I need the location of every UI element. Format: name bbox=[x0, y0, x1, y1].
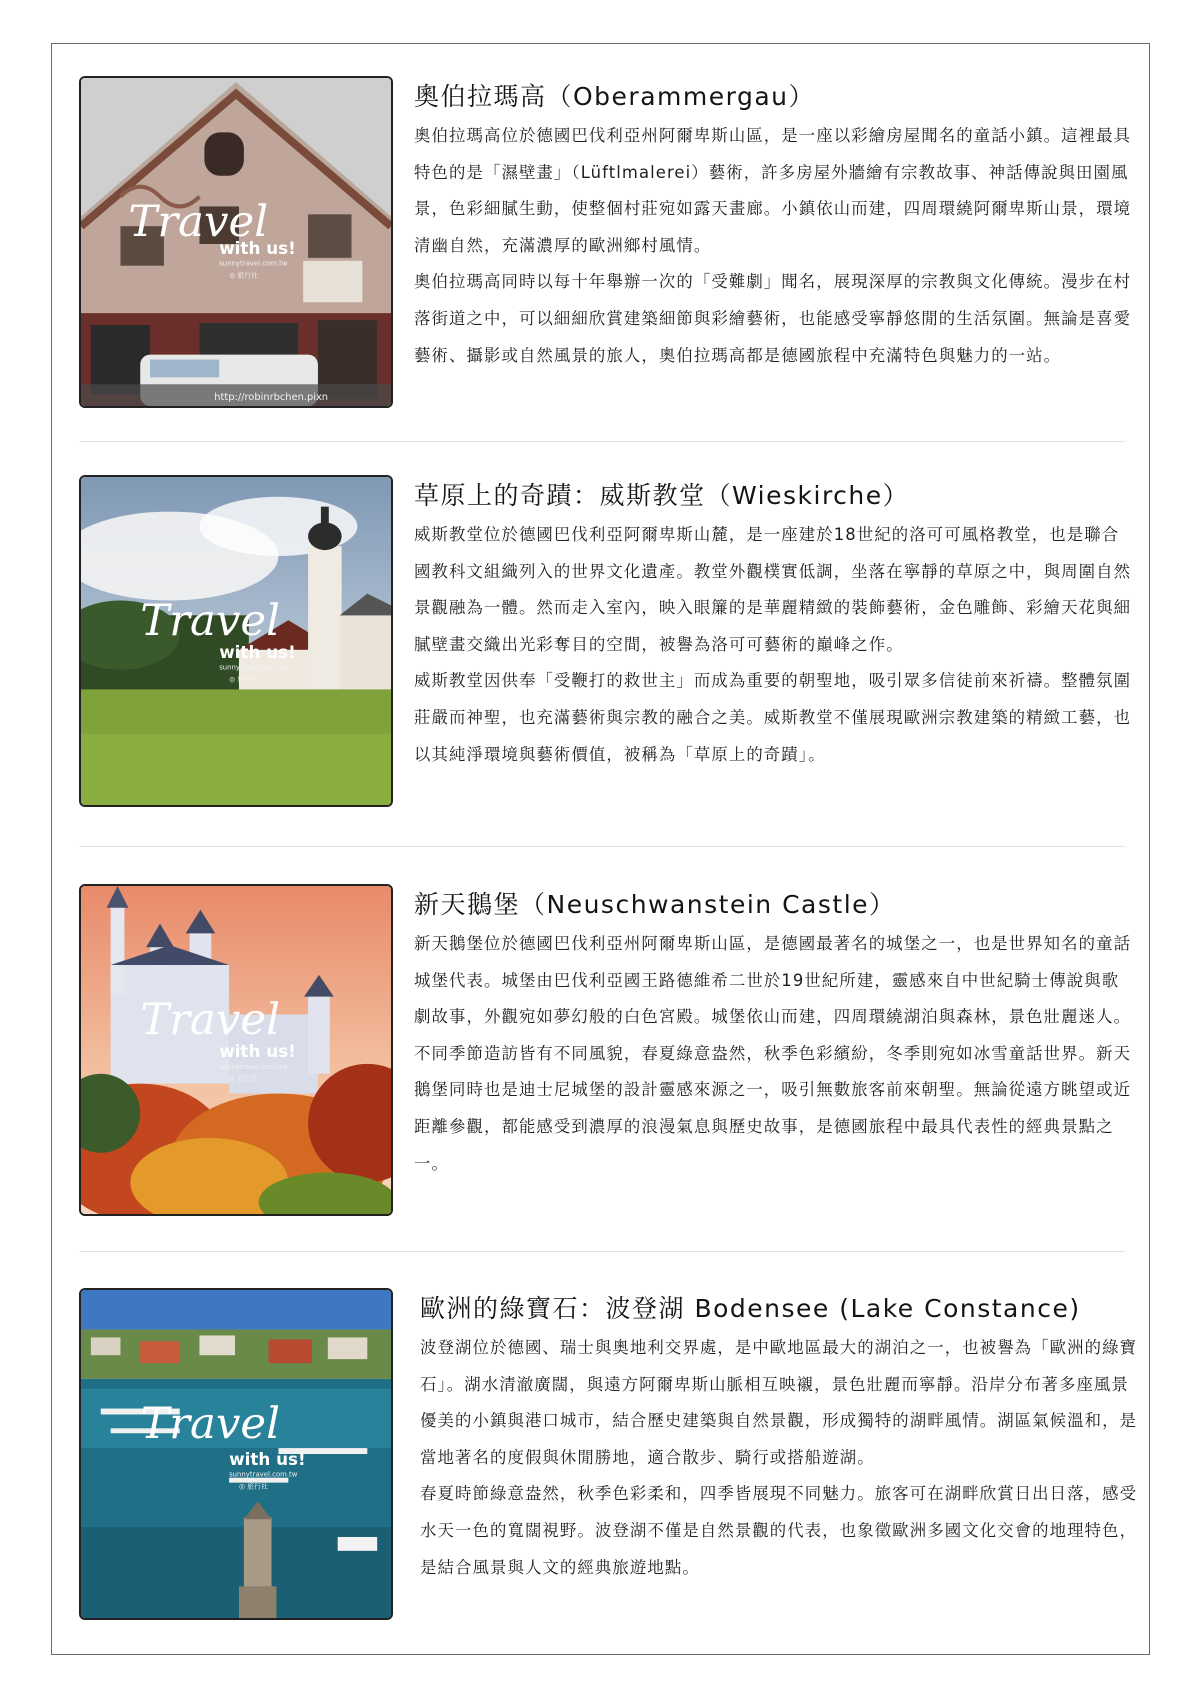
svg-text:◎ 旅行社: ◎ 旅行社 bbox=[229, 1074, 259, 1083]
oberammergau-photo bbox=[79, 76, 393, 408]
svg-text:sunnytravel.com.tw: sunnytravel.com.tw bbox=[219, 663, 288, 672]
svg-text:with us!: with us! bbox=[219, 1040, 296, 1061]
wieskirche-photo bbox=[79, 475, 393, 807]
image-credit: http://robinrbchen.pixn bbox=[214, 392, 329, 404]
bodensee-photo bbox=[79, 1288, 393, 1620]
svg-text:Travel: Travel bbox=[140, 995, 280, 1046]
section-divider bbox=[79, 846, 1125, 847]
section-paragraph: 新天鵝堡位於德國巴伐利亞州阿爾卑斯山區，是德國最著名的城堡之一，也是世界知名的童話城堡代表。城堡由巴伐利亞國王路德維希二世於19世紀所建，靈感來自中世紀騎士傳說與歌劇故事，外觀宛如夢幻般的白色宮殿。城堡依山而建，四周環繞湖泊與森林，景色壯麗迷人。不同季節造訪皆有不同風貌，春夏綠意盎然，秋季色彩繽紛，冬季則宛如冰雪童話世界。新天鵝堡同時也是迪士尼城堡的設計靈感來源之一，吸引無數旅客前來朝聖。無論從遠方眺望或近距離參觀，都能感受到濃厚的浪漫氣息與歷史故事，是德國旅程中最具代表性的經典景點之一。 bbox=[414, 934, 1132, 1173]
svg-text:◎ 旅行社: ◎ 旅行社 bbox=[229, 271, 259, 280]
section-paragraph: 威斯教堂因供奉「受鞭打的救世主」而成為重要的朝聖地，吸引眾多信徒前來祈禱。整體氛圍莊嚴而神聖，也充滿藝術與宗教的融合之美。威斯教堂不僅展現歐洲宗教建築的精緻工藝，也以其純淨環境與藝術價值，被稱為「草原上的奇蹟」。 bbox=[414, 671, 1132, 764]
section-paragraph: 奧伯拉瑪高同時以每十年舉辦一次的「受難劇」聞名，展現深厚的宗教與文化傳統。漫步在村落街道之中，可以細細欣賞建築細節與彩繪藝術，也能感受寧靜悠閒的生活氛圍。無論是喜愛藝術、攝影或自然風景的旅人，奧伯拉瑪高都是德國旅程中充滿特色與魅力的一站。 bbox=[414, 272, 1132, 365]
svg-text:Travel: Travel bbox=[140, 1399, 280, 1450]
svg-text:with us!: with us! bbox=[229, 1448, 306, 1469]
section-paragraph: 春夏時節綠意盎然，秋季色彩柔和，四季皆展現不同魅力。旅客可在湖畔欣賞日出日落，感受水天一色的寬闊視野。波登湖不僅是自然景觀的代表，也象徵歐洲多國文化交會的地理特色，是結合風景與人文的經典旅遊地點。 bbox=[420, 1484, 1138, 1577]
svg-text:Travel: Travel bbox=[140, 596, 280, 647]
svg-text:sunnytravel.com.tw: sunnytravel.com.tw bbox=[219, 1062, 288, 1071]
bodensee-text bbox=[420, 1292, 1140, 1586]
svg-text:Travel: Travel bbox=[128, 197, 269, 248]
svg-text:◎ 旅行社: ◎ 旅行社 bbox=[238, 1482, 268, 1491]
neuschwanstein-photo bbox=[79, 884, 393, 1216]
section-title: 新天鵝堡（Neuschwanstein Castle） bbox=[414, 890, 896, 919]
oberammergau-text bbox=[414, 80, 1134, 374]
section-title: 奧伯拉瑪高（Oberammergau） bbox=[414, 82, 815, 111]
section-title: 草原上的奇蹟：威斯教堂（Wieskirche） bbox=[414, 481, 910, 510]
svg-text:◎ 旅行社: ◎ 旅行社 bbox=[229, 675, 259, 684]
watermark-text: with us! bbox=[219, 237, 296, 258]
wieskirche-text bbox=[414, 479, 1134, 773]
svg-text:with us!: with us! bbox=[219, 641, 296, 662]
svg-text:sunnytravel.com.tw: sunnytravel.com.tw bbox=[219, 259, 288, 268]
section-title: 歐洲的綠寶石：波登湖 Bodensee (Lake Constance) bbox=[420, 1294, 1081, 1323]
neuschwanstein-text bbox=[414, 888, 1134, 1182]
svg-text:sunnytravel.com.tw: sunnytravel.com.tw bbox=[229, 1470, 298, 1479]
section-divider bbox=[79, 1251, 1125, 1252]
section-paragraph: 威斯教堂位於德國巴伐利亞阿爾卑斯山麓，是一座建於18世紀的洛可可風格教堂，也是聯合國教科文組織列入的世界文化遺產。教堂外觀樸實低調，坐落在寧靜的草原之中，與周圍自然景觀融為一體。然而走入室內，映入眼簾的是華麗精緻的裝飾藝術，金色雕飾、彩繪天花與細膩壁畫交織出光彩奪目的空間，被譽為洛可可藝術的巔峰之作。 bbox=[414, 525, 1132, 654]
section-paragraph: 奧伯拉瑪高位於德國巴伐利亞州阿爾卑斯山區，是一座以彩繪房屋聞名的童話小鎮。這裡最具特色的是「濕壁畫」（Lüftlmalerei）藝術，許多房屋外牆繪有宗教故事、神話傳說與田園風景，色彩細膩生動，使整個村莊宛如露天畫廊。小鎮依山而建，四周環繞阿爾卑斯山景，環境清幽自然，充滿濃厚的歐洲鄉村風情。 bbox=[414, 126, 1132, 255]
section-paragraph: 波登湖位於德國、瑞士與奧地利交界處，是中歐地區最大的湖泊之一，也被譽為「歐洲的綠寶石」。湖水清澈廣闊，與遠方阿爾卑斯山脈相互映襯，景色壯麗而寧靜。沿岸分布著多座風景優美的小鎮與港口城市，結合歷史建築與自然景觀，形成獨特的湖畔風情。湖區氣候溫和，是當地著名的度假與休閒勝地，適合散步、騎行或搭船遊湖。 bbox=[420, 1338, 1138, 1467]
section-divider bbox=[79, 441, 1125, 442]
